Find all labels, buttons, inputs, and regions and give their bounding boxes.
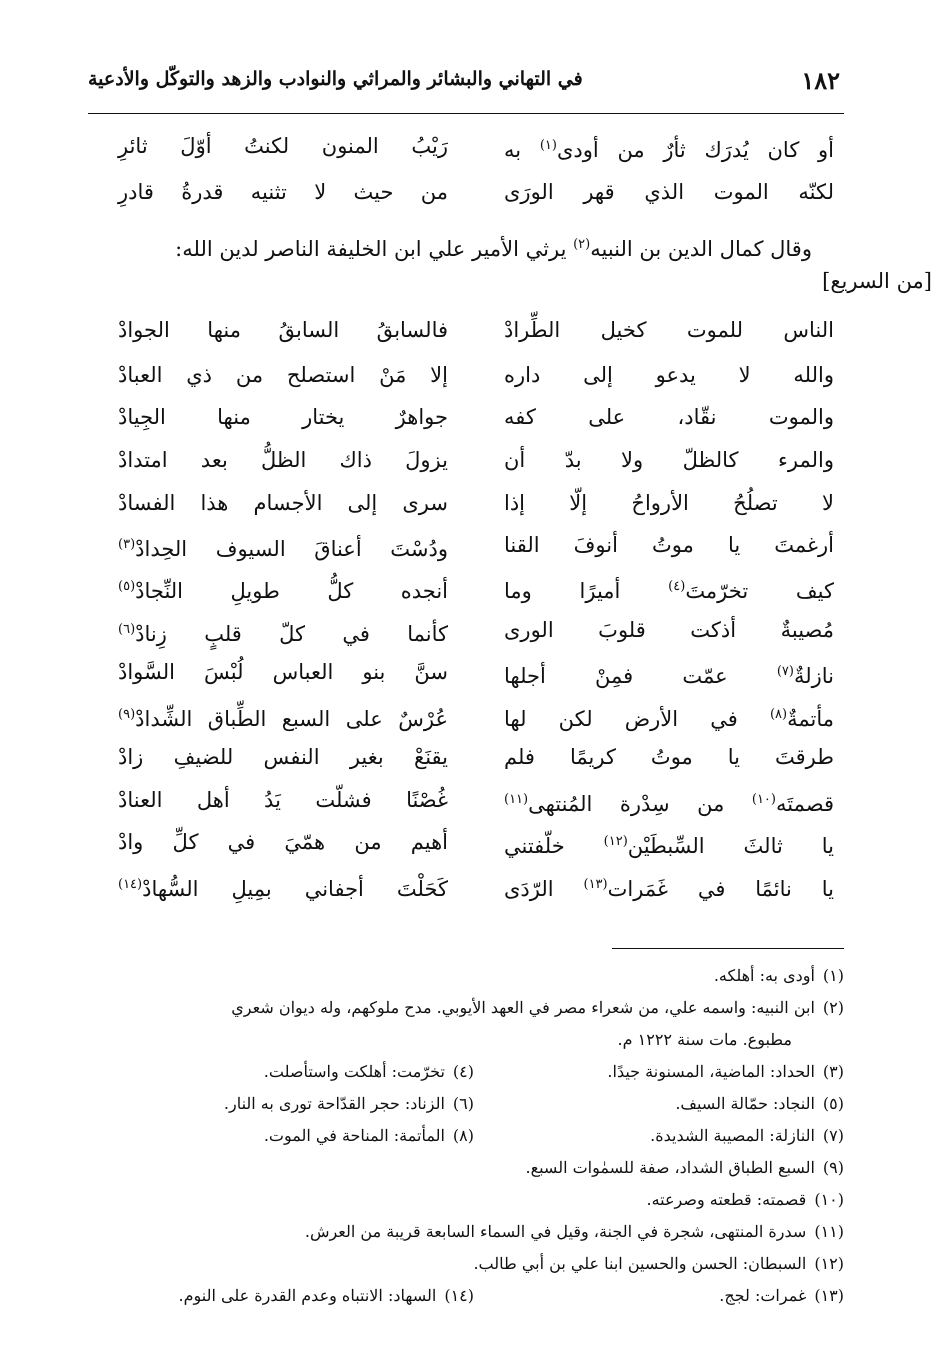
header-rule — [88, 113, 844, 114]
verse-first-hemistich — [504, 822, 834, 866]
verse-second-hemistich: فالسابقُ السابقُ منها الجوادْ — [118, 318, 448, 342]
footnote-continuation: مطبوع. مات سنة ١٢٢٢ م. — [617, 1030, 792, 1049]
verse-second-hemistich — [118, 567, 448, 611]
footnotes — [88, 960, 844, 1312]
footnote-ref: (٣) — [118, 537, 136, 552]
text-run — [264, 1120, 474, 1152]
text-run: قصمته: قطعته وصرعته. — [646, 1190, 807, 1209]
footnote-number: (٥) — [822, 1094, 844, 1113]
running-title: في التهاني والبشائر والمراثي والنوادب والزهد والتوكّل والأدعية — [88, 68, 583, 90]
text-run: عُرْسٌ على السبع الطِّباق الشِّدادْ — [135, 707, 448, 731]
verse-first-hemistich — [504, 695, 834, 739]
footnote-number: (١) — [822, 966, 844, 985]
verse-second-hemistich: سرى إلى الأجسام هذا الفسادْ — [118, 491, 448, 515]
text-run: كأنما في كلّ قلبٍ زِنادْ — [135, 622, 448, 646]
verse-second-hemistich: أهيم من همّيَ في كلِّ وادْ — [118, 830, 448, 854]
verse-first-hemistich — [504, 780, 834, 824]
verse-first-hemistich: طرقتَ يا موتُ كريمًا فلم — [504, 745, 834, 769]
footnote-number: (١١) — [814, 1222, 844, 1241]
text-run — [526, 1152, 845, 1184]
verse-second-hemistich: رَيْبُ المنون لكنتُ أوّلَ ثائرِ — [118, 134, 448, 158]
footnote-ref: (١٠) — [751, 792, 776, 807]
footnote-row — [88, 1120, 844, 1152]
text-run — [646, 1184, 844, 1216]
verse-second-hemistich — [118, 865, 448, 909]
text-run — [714, 960, 844, 992]
footnote-row — [88, 1280, 844, 1312]
text-run: كيف تخرّمتَ — [685, 579, 835, 603]
verse — [88, 310, 844, 350]
footnote-ref: (١٤) — [118, 877, 143, 892]
footnote-number: (٦) — [452, 1094, 474, 1113]
text-run: أميرًا وما — [504, 579, 669, 603]
footnote — [88, 1152, 844, 1184]
footnote-number: (٩) — [822, 1158, 844, 1177]
verse — [88, 440, 844, 480]
verse — [88, 865, 844, 905]
footnote — [88, 1248, 844, 1280]
text-run: السبع الطباق الشداد، صفة للسمٰوات السبع. — [525, 1158, 815, 1177]
verse — [88, 652, 844, 692]
text-run — [264, 1056, 474, 1088]
footnote-number: (٤) — [452, 1062, 474, 1081]
verse — [88, 822, 844, 862]
verse — [88, 355, 844, 395]
verse-first-hemistich: أرغمتَ يا موتُ أنوفَ القنا — [504, 533, 834, 557]
text-run — [305, 1216, 844, 1248]
text-run: من سِدْرة المُنتهى — [528, 792, 752, 816]
text-run: مأتمةٌ — [787, 707, 834, 731]
footnote — [88, 960, 844, 992]
footnote-ref: (٨) — [769, 707, 788, 722]
text-run: يا نائمًا في غَمَرات — [607, 877, 834, 901]
verse-second-hemistich — [118, 610, 448, 654]
text-run: في الأرض لكن لها — [504, 707, 770, 731]
verse-first-hemistich: والموت نقّاد، على كفه — [504, 405, 834, 429]
verse-first-hemistich: الناس للموت كخيل الطِّرادْ — [504, 318, 834, 342]
footnote-ref: (٤) — [668, 579, 686, 594]
text-run — [719, 1280, 844, 1312]
text-run: يا ثالثَ السِّبطَيْن — [627, 834, 834, 858]
verse-second-hemistich: جواهرٌ يختار منها الجِيادْ — [118, 405, 448, 429]
footnote-ref: (١١) — [504, 792, 529, 807]
footnote-ref: (٢) — [573, 237, 591, 252]
text-run — [675, 1088, 844, 1120]
verse-first-hemistich: مُصيبةٌ أذكت قلوبَ الورى — [504, 618, 834, 642]
verse — [88, 610, 844, 650]
verse-first-hemistich — [504, 865, 834, 909]
text-run: عمّت فمِنْ أجلها — [504, 664, 777, 688]
verse-first-hemistich: لكنّه الموت الذي قهر الورَى — [504, 180, 834, 204]
text-run — [607, 1056, 844, 1088]
page-number: ١٨٢ — [801, 66, 840, 95]
verse — [88, 737, 844, 777]
verse — [88, 567, 844, 607]
text-run: النازلة: المصيبة الشديدة. — [650, 1126, 815, 1145]
verse — [88, 525, 844, 565]
verse-second-hemistich: سنَّ بنو العباس لُبْسَ السَّوادْ — [118, 660, 448, 684]
verse-second-hemistich: من حيث لا تثنيه قدرةُ قادرِ — [118, 180, 448, 204]
text-run: أودى به: أهلكه. — [713, 966, 815, 985]
verse-second-hemistich: يقنَعْ بغير النفس للضيفِ زادْ — [118, 745, 448, 769]
footnote-number: (١٠) — [814, 1190, 844, 1209]
footnote-ref: (١٣) — [583, 877, 608, 892]
verse-second-hemistich: غُصْنًا فشلّت يَدُ أهل العنادْ — [118, 788, 448, 812]
footnote-row — [88, 1088, 844, 1120]
text-run: قصمتَه — [776, 792, 834, 816]
verse — [88, 172, 844, 212]
verse-first-hemistich: أو كان يُدرَك ثأرٌ من أودى$^{(١)}$ به — [504, 138, 835, 162]
verse — [88, 126, 844, 166]
text-run: المأتمة: المناحة في الموت. — [263, 1126, 445, 1145]
text-run: خلّفتني — [504, 834, 604, 858]
verse — [88, 397, 844, 437]
footnote-number: (٨) — [452, 1126, 474, 1145]
verse — [88, 483, 844, 523]
text-run: غمرات: لجج. — [719, 1286, 807, 1305]
text-run: الزناد: حجر القدّاحة تورى به النار. — [223, 1094, 445, 1113]
text-run: السبطان: الحسن والحسين ابنا علي بن أبي طالب. — [473, 1254, 807, 1273]
text-run — [179, 1280, 475, 1312]
footnote-number: (٢) — [822, 998, 844, 1017]
text-run: تخرّمت: أهلكت واستأصلت. — [263, 1062, 445, 1081]
verse-first-hemistich: والله لا يدعو إلى داره — [504, 363, 834, 387]
footnote-ref: (٩) — [118, 707, 136, 722]
text-run: ودُسْتَ أعناقَ السيوف الحِدادْ — [135, 537, 448, 561]
verse-first-hemistich: لا تصلُحُ الأرواحُ إلّا إذا — [504, 491, 834, 515]
text-run: نازلةٌ — [793, 664, 834, 688]
footnote-number: (٧) — [822, 1126, 844, 1145]
footnote-number: (١٤) — [444, 1286, 474, 1305]
text-run — [650, 1120, 844, 1152]
footnote-row — [88, 1056, 844, 1088]
text-run — [473, 1248, 844, 1280]
text-run: النجاد: حمّالة السيف. — [675, 1094, 815, 1113]
verse-first-hemistich — [504, 652, 834, 696]
verse-second-hemistich — [118, 525, 448, 569]
footnote — [88, 1216, 844, 1248]
footnote-rule — [612, 948, 844, 949]
footnote-number: (١٣) — [814, 1286, 844, 1305]
text-run: ابن النبيه: واسمه علي، من شعراء مصر في العهد الأيوبي. مدح ملوكهم، وله ديوان شعري — [231, 998, 815, 1017]
footnote — [88, 992, 844, 1024]
verse-first-hemistich — [504, 567, 834, 611]
verse-first-hemistich: والمرء كالظلّ ولا بدّ أن — [504, 448, 834, 472]
footnote — [88, 1184, 844, 1216]
text-run — [224, 1088, 474, 1120]
verse-second-hemistich: إلا مَنْ استصلح من ذي العبادْ — [118, 363, 448, 387]
text-run: أنجده كلُّ طويلِ النِّجادْ — [135, 579, 448, 603]
intro-paragraph: وقال كمال الدين بن النبيه$^{(٢)}$ يرثي الأمير علي ابن الخليفة الناصر لدين الله: — [175, 237, 812, 261]
text-run: الحداد: الماضية، المسنونة جيدًا. — [607, 1062, 815, 1081]
text-run: الرّدَى — [504, 877, 584, 901]
footnote-number: (١٢) — [814, 1254, 844, 1273]
verse — [88, 695, 844, 735]
text-run: سدرة المنتهى، شجرة في الجنة، وقيل في السماء السابعة قريبة من العرش. — [304, 1222, 807, 1241]
verse-second-hemistich: يزولَ ذاك الظلُّ بعد امتدادْ — [118, 448, 448, 472]
page-header — [88, 66, 844, 106]
verse — [88, 780, 844, 820]
text-run: السهاد: الانتباه وعدم القدرة على النوم. — [178, 1286, 437, 1305]
footnote-ref: (٦) — [118, 622, 136, 637]
text-run — [231, 992, 844, 1024]
verse-second-hemistich — [118, 695, 448, 739]
footnote-ref: (٥) — [118, 579, 136, 594]
footnote-ref: (١٢) — [603, 834, 628, 849]
text-run: كَحَلْتَ أجفاني بمِيلِ السُّهادْ — [142, 877, 448, 901]
meter-label: [من السريع] — [822, 269, 932, 293]
footnote-ref: (١) — [539, 138, 557, 153]
footnote-ref: (٧) — [776, 664, 794, 679]
footnote-number: (٣) — [822, 1062, 844, 1081]
